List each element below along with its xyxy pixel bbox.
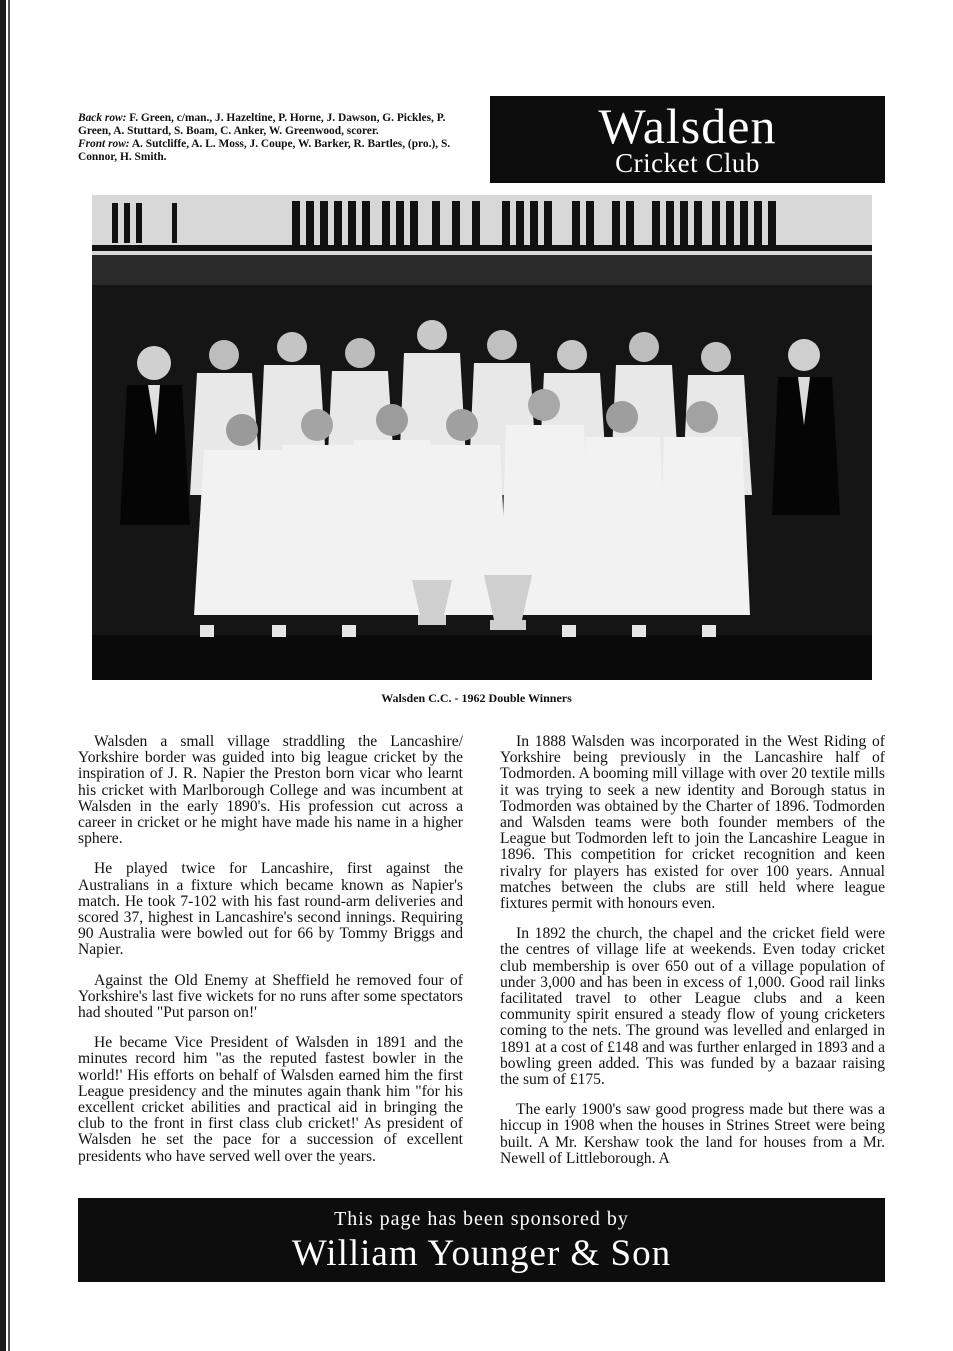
- left-column: [78, 734, 463, 1179]
- scan-edge: [0, 0, 6, 1351]
- club-subtitle: Cricket Club: [615, 148, 760, 178]
- team-photo: [92, 195, 872, 680]
- back-row-label: Back row:: [78, 112, 127, 124]
- team-caption: [78, 112, 474, 164]
- team-photo-illustration: [92, 195, 872, 680]
- back-row-names: F. Green, c/man., J. Hazeltine, P. Horne, J. Dawson, G. Pickles, P. Green, A. Stuttard, S. Boam, C. Anker, W. Greenwood, scorer.: [78, 112, 446, 137]
- sponsor-intro: This page has been sponsored by: [334, 1208, 629, 1230]
- left-paragraph: He became Vice President of Walsden in 1891 and the minutes record him "as the reputed fastest bowler in the world!' His efforts on behalf of Walsden earned him the first League presidency and the minutes again thank him "for his excellent cricket abilities and practical aid in bringing the club to the front in first class club cricket!' As president of Walsden he set the pace for a succession of excellent presidents who have served well over the years.: [78, 1034, 463, 1165]
- right-paragraph: The early 1900's saw good progress made but there was a hiccup in 1908 when the houses in Strines Street were being built. A Mr. Kershaw took the land for houses from a Mr. Newell of Littleborough. A: [500, 1101, 885, 1167]
- right-paragraph: In 1892 the church, the chapel and the cricket field were the centres of village life at weekends. Even today cricket club membership is over 650 out of a village population of under 3,000 and has been in excess of 1,000. Good rail links facilitated travel to other League clubs and a keen community spirit ensured a steady flow of young cricketers coming to the nets. The ground was levelled and enlarged in 1891 at a cost of £148 and was further enlarged in 1893 and a bowling green added. This was funded by a bazaar raising the sum of £175.: [500, 925, 885, 1089]
- back-row-caption: [78, 112, 474, 138]
- title-box: [490, 96, 885, 183]
- right-column: [500, 734, 885, 1181]
- front-row-names: A. Sutcliffe, A. L. Moss, J. Coupe, W. Barker, R. Bartles, (pro.), S. Connor, H. Smith.: [78, 138, 451, 163]
- photo-caption: Walsden C.C. - 1962 Double Winners: [381, 691, 572, 705]
- club-title: Walsden: [598, 98, 777, 154]
- left-paragraph: He played twice for Lancashire, first against the Australians in a fixture which became known as Napier's match. He took 7-102 with his fast round-arm deliveries and scored 37, highest in Lancashire's second innings. Requiring 90 Australia were bowled out for 66 by Tommy Briggs and Napier.: [78, 860, 463, 959]
- sponsor-name: William Younger & Son: [291, 1233, 672, 1274]
- left-paragraph: Walsden a small village straddling the Lancashire/ Yorkshire border was guided into big league cricket by the inspiration of J. R. Napier the Preston born vicar who learnt his cricket with Marlborough College and was incumbent at Walsden in the early 1890's. His profession cut across a career in cricket or he might have made his name in a higher sphere.: [78, 733, 463, 848]
- front-row-caption: [78, 138, 474, 164]
- right-paragraph: In 1888 Walsden was incorporated in the West Riding of Yorkshire being previously in the Lancashire half of Todmorden. A booming mill village with over 20 textile mills it was trying to seek a new identity and Borough status in Todmorden was obtained by the Charter of 1896. Todmorden and Walsden teams were both founder members of the League but Todmorden left to join the Lancashire League in 1896. This competition for cricket recognition and keen rivalry for players has existed for over 100 years. Annual matches between the clubs are still held where league fixtures permit with honours even.: [500, 733, 885, 913]
- sponsor-banner: [78, 1198, 885, 1282]
- scan-edge-line: [8, 0, 10, 1351]
- front-row-label: Front row:: [78, 138, 130, 150]
- left-paragraph: Against the Old Enemy at Sheffield he removed four of Yorkshire's last five wickets for no runs after some spectators had shouted "Put parson on!': [78, 971, 463, 1022]
